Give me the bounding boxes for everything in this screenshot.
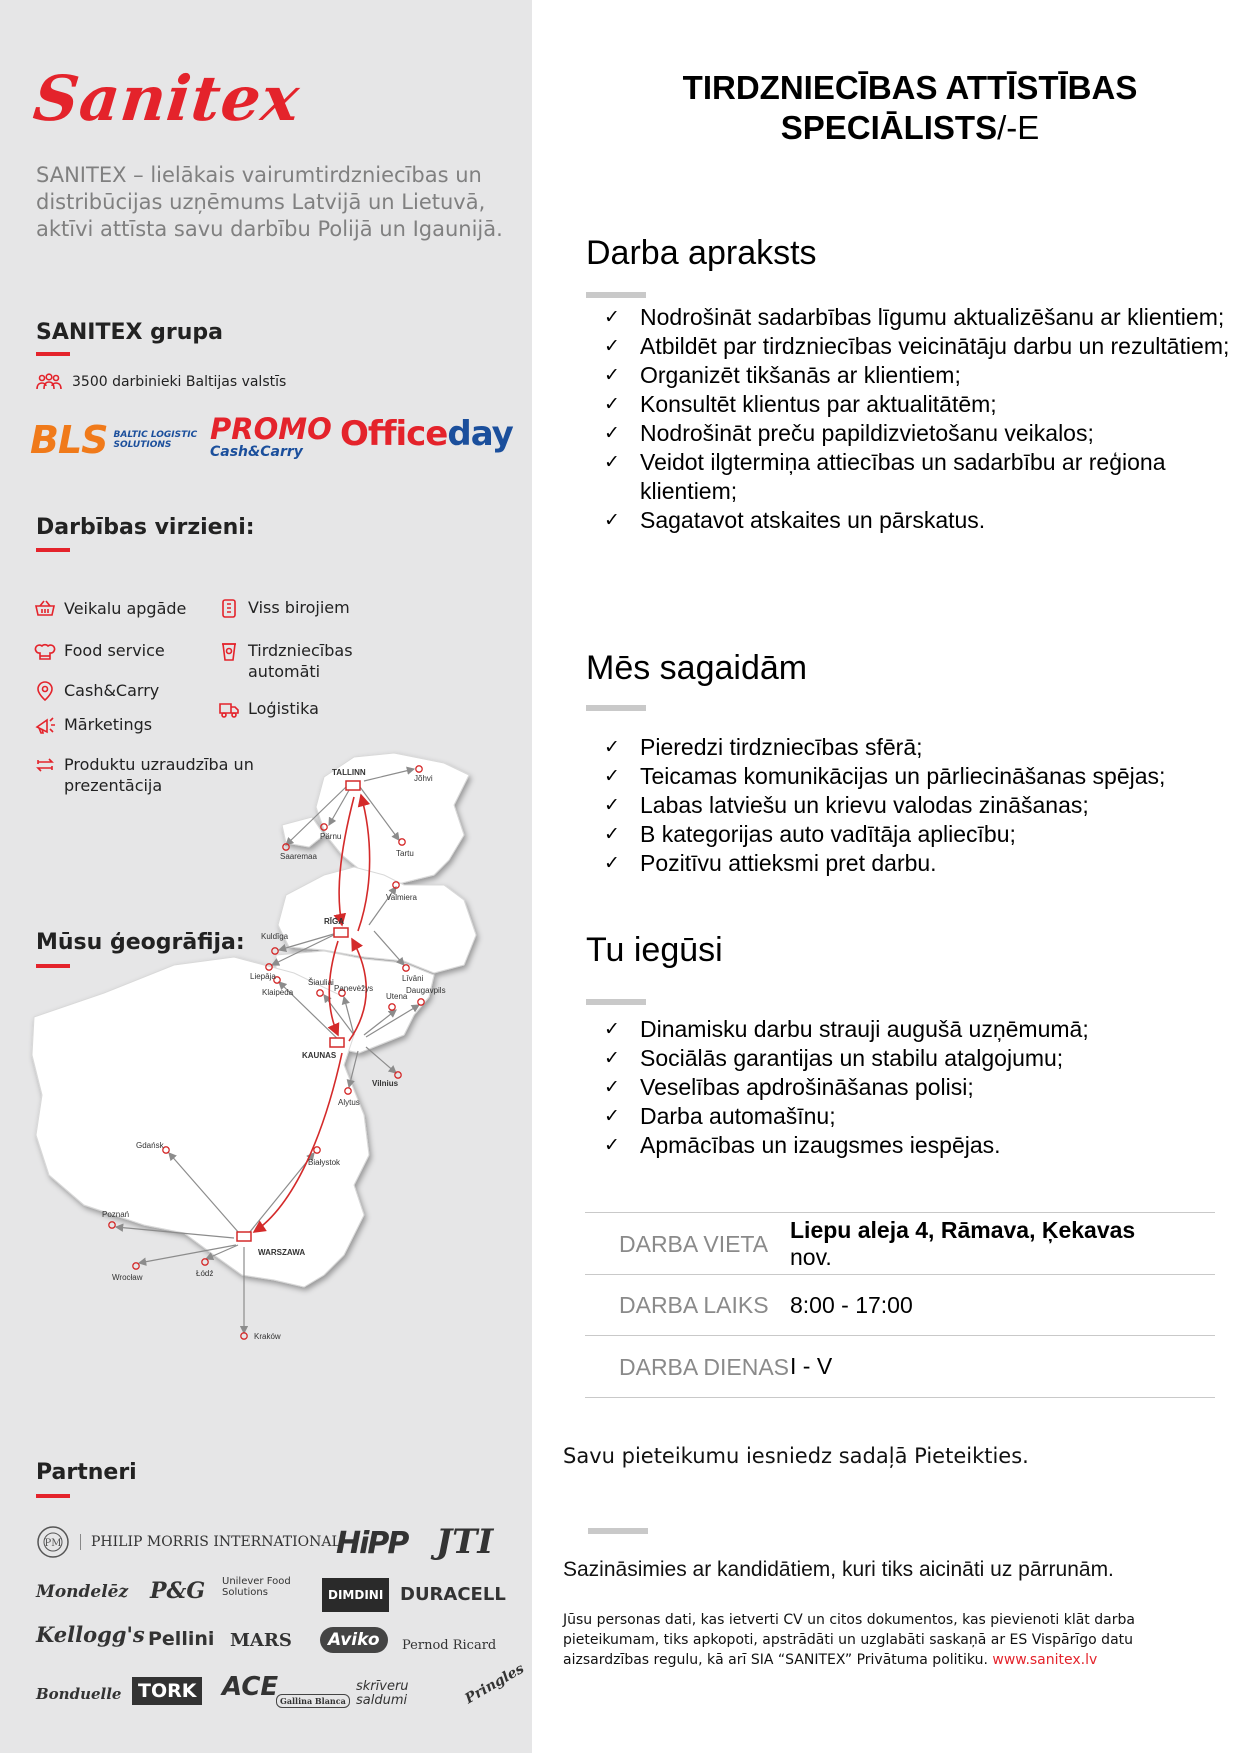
- activity-item: Food service: [34, 640, 165, 662]
- geography-map: [24, 735, 524, 1405]
- city-label: Daugavpils: [406, 986, 446, 995]
- city-label: RĪGA: [324, 917, 344, 926]
- list-item: ✓ B kategorijas auto vadītāja apliecību;: [604, 821, 1016, 847]
- group-heading-underline: [36, 352, 70, 356]
- privacy-note: Jūsu personas dati, kas ietverti CV un citos dokumentos, kas pievienoti klāt darba pieteikumam, tiks apkopoti, apstrādāti un uzglabāti saskaņā ar ES Vispārīgo datu aizsardzības regulu, kā arī SIA “SANITEX” Privātuma politiku. www.sanitex.lv: [563, 1612, 1135, 1668]
- city-label: Łódź: [196, 1269, 214, 1278]
- city-label: Kraków: [254, 1332, 281, 1341]
- partner-logo: DIMDINI: [322, 1578, 389, 1612]
- svg-text:PM: PM: [44, 1538, 62, 1549]
- city-label: Līvāni: [402, 974, 424, 983]
- list-item: ✓ Teicamas komunikācijas un pārliecināšanas spējas;: [604, 763, 1166, 789]
- activity-item: Viss birojiem: [218, 597, 350, 619]
- info-value: I - V: [790, 1353, 833, 1379]
- promo-logo: PROMO Cash&Carry: [210, 412, 332, 460]
- info-value: 8:00 - 17:00: [790, 1291, 913, 1318]
- partner-logo: Kellogg's: [36, 1622, 145, 1647]
- activity-item: Produktu uzraudzība un prezentācija: [34, 754, 274, 796]
- employees-text: 3500 darbinieki Baltijas valstīs: [72, 374, 287, 390]
- info-label: DARBA VIETA: [619, 1230, 769, 1257]
- info-row-days: [585, 1335, 1215, 1398]
- info-label: DARBA LAIKS: [619, 1292, 769, 1318]
- left-panel: [0, 0, 532, 1753]
- apply-instructions: Savu pieteikumu iesniedz sadaļā Pieteikties.: [563, 1444, 1029, 1468]
- city-label: Šiauliai: [308, 978, 334, 987]
- city-label: Utena: [386, 992, 408, 1001]
- partner-logo: MARS: [230, 1630, 292, 1651]
- job-info-table: [585, 1212, 1215, 1398]
- list-item: ✓ Veselības apdrošināšanas polisi;: [604, 1074, 974, 1100]
- megaphone-icon: [34, 714, 56, 736]
- list-item: ✓ Veidot ilgtermiņa attiecības un sadarbību ar reģiona klientiem;: [604, 449, 1166, 504]
- geography-heading: Mūsu ģeogrāfija:: [36, 930, 245, 955]
- activity-item: Veikalu apgāde: [34, 598, 186, 620]
- partner-logo: Pernod Ricard: [402, 1638, 497, 1653]
- city-label: KAUNAS: [302, 1051, 337, 1060]
- list-item: ✓ Konsultēt klientus par aktualitātēm;: [604, 391, 997, 417]
- activity-item: Loģistika: [218, 698, 319, 720]
- contact-note: Sazināsimies ar kandidātiem, kuri tiks aicināti uz pārrunām.: [563, 1558, 1114, 1581]
- partner-logo: ACE: [222, 1672, 279, 1702]
- city-label: Vilnius: [372, 1079, 399, 1088]
- partner-logo: Unilever Food Solutions: [222, 1576, 291, 1598]
- poland-shape: [32, 957, 369, 1287]
- job-description-list: [604, 303, 1234, 535]
- partner-logo: Mondelēz: [36, 1582, 129, 1602]
- city-label: Jõhvi: [414, 774, 433, 783]
- city-label: Gdańsk: [136, 1141, 164, 1150]
- offer-list: [604, 1015, 1234, 1160]
- list-item: ✓ Atbildēt par tirdzniecības veicinātāju darbu un rezultātiem;: [604, 333, 1230, 359]
- pmi-crest-icon: [36, 1525, 70, 1559]
- office-supplies-icon: [218, 597, 240, 619]
- activity-item: Cash&Carry: [34, 680, 159, 702]
- activity-item: Mārketings: [34, 714, 152, 736]
- expectations-underline: [586, 705, 646, 711]
- list-item: ✓ Darba automašīnu;: [604, 1103, 836, 1129]
- job-description-underline: [586, 292, 646, 298]
- partner-logo: Pringles: [462, 1660, 527, 1708]
- employees-line: [36, 373, 286, 391]
- offer-heading: Tu iegūsi: [586, 931, 723, 969]
- riga-hub-marker: [334, 928, 348, 937]
- partner-logo: Bonduelle: [36, 1685, 122, 1703]
- partner-logo: PM PHILIP MORRIS INTERNATIONAL: [36, 1525, 341, 1559]
- partners-heading: Partneri: [36, 1460, 137, 1485]
- group-heading: SANITEX grupa: [36, 320, 223, 345]
- location-pin-icon: [34, 680, 56, 702]
- job-description-heading: Darba apraksts: [586, 234, 817, 272]
- company-intro: SANITEX – lielākais vairumtirdzniecības un distribūcijas uzņēmums Latvijā un Lietuvā, aktīvi attīsta savu darbību Polijā un Igaunijā.: [36, 163, 503, 241]
- city-label: Tartu: [396, 849, 414, 858]
- city-label: Klaipeda: [262, 988, 294, 997]
- city-label: Liepāja: [250, 972, 276, 981]
- activities-heading-underline: [36, 548, 70, 552]
- kaunas-hub-marker: [330, 1038, 344, 1047]
- city-label: Kuldīga: [261, 932, 289, 941]
- tallinn-hub-marker: [346, 781, 360, 790]
- truck-icon: [218, 698, 240, 720]
- list-item: ✓ Sagatavot atskaites un pārskatus.: [604, 507, 986, 533]
- expectations-list: [604, 733, 1234, 878]
- city-label: Poznań: [102, 1210, 130, 1219]
- officeday-logo: Officeday: [340, 414, 513, 454]
- list-item: ✓ Pieredzi tirdzniecības sfērā;: [604, 734, 923, 760]
- city-label: WARSZAWA: [258, 1248, 306, 1257]
- city-label: Saaremaa: [280, 852, 317, 861]
- list-item: ✓ Apmācības un izaugsmes iespējas.: [604, 1132, 1001, 1158]
- list-item: ✓ Pozitīvu attieksmi pret darbu.: [604, 850, 937, 876]
- job-title: TIRDZNIECĪBAS ATTĪSTĪBAS SPECIĀLISTS/-E: [682, 69, 1138, 146]
- list-item: ✓ Nodrošināt sadarbības līgumu aktualizēšanu ar klientiem;: [604, 304, 1225, 330]
- city-label: Wrocław: [112, 1273, 143, 1282]
- expectations-heading: Mēs sagaidām: [586, 649, 808, 687]
- city-label: Panevėžys: [334, 984, 374, 993]
- activities-heading: Darbības virzieni:: [36, 515, 255, 540]
- city-label: Białystok: [308, 1158, 341, 1167]
- list-item: ✓ Labas latviešu un krievu valodas zināšanas;: [604, 792, 1089, 818]
- partner-logo: Gallina Blanca: [276, 1694, 350, 1708]
- offer-underline: [586, 999, 646, 1005]
- city-label: Valmiera: [386, 893, 417, 902]
- vending-cup-icon: [218, 640, 240, 662]
- warszawa-hub-marker: [237, 1232, 251, 1241]
- partners-heading-underline: [36, 1494, 70, 1498]
- city-label: TALLINN: [332, 768, 366, 777]
- list-item: ✓ Sociālās garantijas un stabilu atalgojumu;: [604, 1045, 1064, 1071]
- chef-hat-icon: [34, 640, 56, 662]
- city-label: Alytus: [338, 1098, 360, 1107]
- info-row-time: [585, 1274, 1215, 1335]
- partner-logo: skrīveru saldumi: [356, 1679, 409, 1708]
- apply-underline: [588, 1528, 648, 1534]
- sanitex-logo: Sanitex: [30, 62, 304, 135]
- partner-logo: Pellini: [148, 1628, 215, 1650]
- partner-logo: P&G: [150, 1578, 206, 1604]
- website-link[interactable]: www.sanitex.lv: [992, 1652, 1098, 1668]
- activity-item: Tirdzniecības automāti: [218, 640, 398, 682]
- info-row-place: [585, 1212, 1215, 1274]
- city-label: Pärnu: [320, 832, 342, 841]
- info-label: DARBA DIENAS: [619, 1353, 789, 1380]
- partner-logo: HiPP: [336, 1526, 408, 1561]
- list-item: ✓ Organizēt tikšanās ar klientiem;: [604, 362, 961, 388]
- list-item: ✓ Dinamisku darbu strauji augušā uzņēmumā;: [604, 1016, 1089, 1042]
- list-item: ✓ Nodrošināt preču papildizvietošanu veikalos;: [604, 420, 1094, 446]
- info-value: Liepu aleja 4, Rāmava, Ķekavas nov.: [790, 1216, 1136, 1270]
- partner-logo: TORK: [132, 1677, 202, 1705]
- partner-logo: DURACELL: [400, 1584, 506, 1605]
- basket-icon: [34, 598, 56, 620]
- partner-logo: Aviko: [320, 1627, 388, 1653]
- people-icon: [36, 373, 62, 391]
- partner-logo: JTI: [436, 1522, 494, 1562]
- bls-logo: BLS BALTIC LOGISTIC SOLUTIONS: [30, 418, 198, 462]
